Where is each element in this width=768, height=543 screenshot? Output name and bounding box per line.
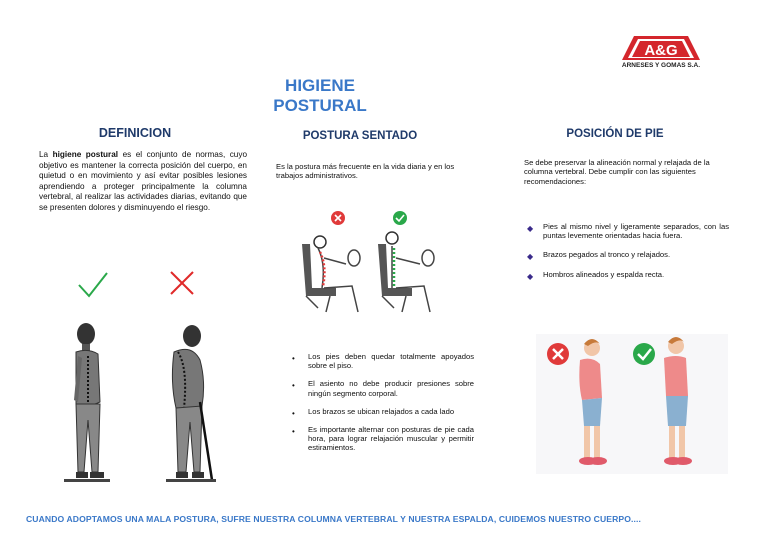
page-title-line1: HIGIENE bbox=[285, 76, 355, 95]
correct-posture-figure bbox=[64, 322, 122, 486]
bullet-icon: • bbox=[292, 381, 295, 391]
list-item bbox=[527, 270, 729, 279]
logo-brand: A&G bbox=[644, 42, 678, 59]
bullet-icon: • bbox=[292, 354, 295, 363]
list-item-text: Pies al mismo nivel y ligeramente separados, con las puntas levemente orientadas hacia fuera. bbox=[543, 222, 729, 241]
list-item-text: El asiento no debe producir presiones sobre ningún segmento corporal. bbox=[308, 379, 474, 398]
sitting-posture-illustration bbox=[296, 208, 456, 318]
sentado-intro: Es la postura más frecuente en la vida diaria y en los trabajos administrativos. bbox=[276, 162, 455, 181]
sentado-title: POSTURA SENTADO bbox=[302, 130, 418, 142]
page-title-line2: POSTURAL bbox=[273, 96, 367, 115]
page-title bbox=[255, 76, 385, 116]
bullet-diamond-icon: ◆ bbox=[527, 224, 534, 233]
footer-message: CUANDO ADOPTAMOS UNA MALA POSTURA, SUFRE NUESTRA COLUMNA VERTEBRAL Y NUESTRA ESPALDA, CUIDEMOS NUESTRO CUERPO.... bbox=[26, 514, 641, 524]
logo-company-name: ARNESES Y GOMAS S.A. bbox=[621, 62, 701, 69]
list-item bbox=[527, 250, 729, 262]
list-item bbox=[292, 379, 474, 397]
definicion-text bbox=[39, 150, 247, 214]
list-item-text: Los brazos se ubican relajados a cada lado bbox=[308, 406, 455, 416]
bullet-diamond-icon: ◆ bbox=[527, 271, 534, 281]
list-item-text: Los pies deben quedar totalmente apoyados sobre el piso. bbox=[308, 352, 474, 371]
list-item-text: Brazos pegados al tronco y relajados. bbox=[543, 250, 671, 260]
definicion-text-prefix: La bbox=[39, 150, 53, 159]
sentado-list bbox=[292, 352, 474, 462]
bullet-icon: • bbox=[292, 408, 295, 418]
de-pie-title: POSICIÓN DE PIE bbox=[566, 128, 664, 140]
standing-posture-illustration bbox=[536, 334, 728, 474]
de-pie-intro: Se debe preservar la alineación normal y relajada de la columna vertebral. Debe cumplir con las siguientes recomendaciones: bbox=[524, 158, 710, 186]
list-item bbox=[292, 407, 474, 416]
list-item bbox=[292, 425, 474, 453]
list-item bbox=[527, 222, 729, 240]
de-pie-list bbox=[527, 222, 729, 289]
good-standing-icon bbox=[633, 343, 655, 365]
check-icon bbox=[76, 270, 110, 300]
definicion-text-rest: es el conjunto de normas, cuyo objetivo es mantener la correcta posición del cuerpo, en quietud o en movimiento y así evitar posibles lesiones aprendiendo a proteger principalmente la columna vertebral, al realizar las actividades diarias, evitando que se presenten dolores y disminuyendo el riesgo. bbox=[39, 150, 248, 212]
bullet-icon: • bbox=[292, 427, 295, 437]
bullet-diamond-icon: ◆ bbox=[527, 252, 534, 262]
cross-icon bbox=[168, 269, 196, 297]
definicion-text-bold: higiene postural bbox=[52, 150, 119, 159]
list-item bbox=[292, 352, 474, 370]
good-sitting-icon bbox=[393, 211, 407, 225]
definicion-title: DEFINICION bbox=[98, 126, 172, 140]
list-item-text: Hombros alineados y espalda recta. bbox=[543, 269, 665, 279]
incorrect-posture-figure bbox=[164, 322, 226, 486]
list-item-text: Es importante alternar con posturas de pie cada hora, para lograr relajación muscular y permitir estiramientos. bbox=[308, 425, 474, 453]
